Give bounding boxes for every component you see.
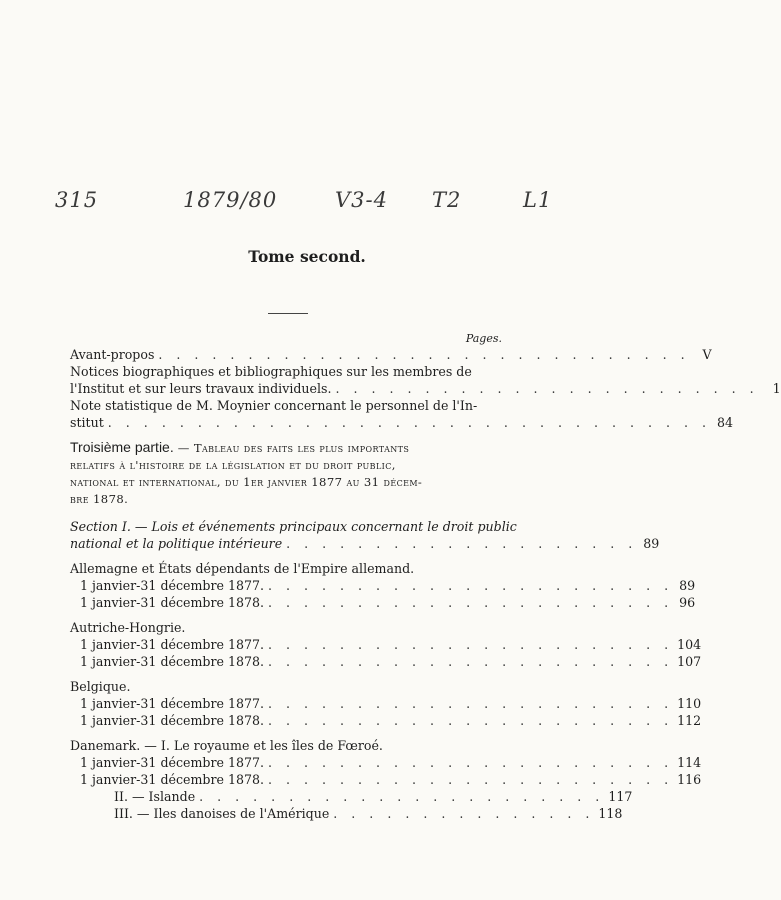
country-heading-belgique: Belgique. (70, 679, 131, 694)
toc-entry: 1 janvier-31 décembre 1877. . . . . . . . . . . . . . . . . . . . . . . . 104 (80, 637, 702, 652)
toc-entry: 1 janvier-31 décembre 1877. . . . . . . . . . . . . . . . . . . . . . . . 114 (80, 755, 702, 770)
handwritten-volumes: V3-4 (335, 188, 388, 212)
country-heading-danemark: Danemark. — I. Le royaume et les îles de Fœroé. (70, 738, 383, 753)
toc-entry-iles: III. — Iles danoises de l'Amérique . . . . . . . . . . . . . . . 118 (114, 806, 623, 821)
part-three-heading: Troisième partie. (70, 439, 174, 455)
handwritten-years: 1879/80 (183, 188, 278, 212)
toc-entry-islande: II. — Islande . . . . . . . . . . . . . . . . . . . . . . . 117 (114, 789, 633, 804)
handwritten-note: L1 (523, 188, 553, 212)
toc-section-one: national et la politique intérieure . . . . . . . . . . . . . . . . . . . . 89 (70, 536, 660, 551)
handwritten-tome: T2 (432, 188, 462, 212)
handwritten-shelfmark: 315 (55, 188, 99, 212)
toc-entry-note-stat: stitut . . . . . . . . . . . . . . . . . . . . . . . . . . . . . . . . . . 84 (70, 415, 734, 430)
pages-column-header: Pages. (465, 332, 502, 345)
page-title: Tome second. (248, 247, 366, 266)
toc-entry-note-stat-line1: Note statistique de M. Moynier concernant le personnel de l'In- (70, 398, 478, 413)
divider (268, 313, 308, 314)
country-heading-allemagne: Allemagne et États dépendants de l'Empire allemand. (70, 561, 415, 576)
toc-entry: 1 janvier-31 décembre 1878. . . . . . . . . . . . . . . . . . . . . . . . 107 (80, 654, 702, 669)
toc-entry-avant-propos: Avant-propos . . . . . . . . . . . . . . . . . . . . . . . . . . . . . . V (70, 347, 712, 362)
toc-entry-notices-line1: Notices biographiques et bibliographiques sur les membres de (70, 364, 472, 379)
toc-entry-notices: l'Institut et sur leurs travaux individuels. . . . . . . . . . . . . . . . . . . . . . . . . 1 (70, 381, 781, 396)
table-of-contents: Pages. Avant-propos . . . . . . . . . . . . . . . . . . . . . . . . . . . . . . V Notices biographiques et bibliographiques sur les membres de l'Institut et sur leurs travaux individuels. . . . . . . . . . . . . . . . . . . . . . . . . 1 Note statistique de M. Moynier concernant le personnel de l'In- stitut . . . . . . . . . . . . . . . . . . . . . . . . . . . . . . . . . . 84 Troisième partie. — Tableau des faits les plus importants relatifs à l'histoire de la législation et du droit public, national et international, du 1er janvier 1877 au 31 décem- bre 1878. Section I. — Lois et événements principaux concernant le droit public national et la politique intérieure . . . . . . . . . . . . . . . . . . . . 89 Allemagne et États dépendants de l'Empire allemand. 1 janvier-31 décembre 1877. . . . . . . . . . . . . . . . . . . . . . . . 89 1 janvier-31 décembre 1878. . . . . . . . . . . . . . . . . . . . . . . . 96 Autriche-Hongrie. 1 janvier-31 décembre 1877. . . . . . . . . . . . . . . . . . . . . . . . 104 1 janvier-31 décembre 1878. . . . . . . . . . . . . . . . . . . . . . . . 107 Belgique. 1 janvier-31 décembre 1877. . . . . . . . . . . . . . . . . . . . . . . . 110 1 janvier-31 décembre 1878. . . . . . . . . . . . . . . . . . . . . . . . 112 Danemark. — I. Le royaume et les îles de Fœroé. 1 janvier-31 décembre 1877. . . . . . . . . . . . . . . . . . . . . . . . 114 1 janvier-31 décembre 1878. . . . . . . . . . . . . . . . . . . . . . . . 116 II. — Islande . . . . . . . . . . . . . . . . . . . . . . . 117 III. — Iles danoises de l'Amérique . . . . . . . . . . . . . . . 118 (70, 332, 781, 821)
toc-entry: 1 janvier-31 décembre 1878. . . . . . . . . . . . . . . . . . . . . . . . 112 (80, 713, 702, 728)
toc-entry: 1 janvier-31 décembre 1877. . . . . . . . . . . . . . . . . . . . . . . . 89 (80, 578, 696, 593)
toc-entry: 1 janvier-31 décembre 1877. . . . . . . . . . . . . . . . . . . . . . . . 110 (80, 696, 702, 711)
country-heading-autriche: Autriche-Hongrie. (70, 620, 186, 635)
toc-part-three: Troisième partie. — Tableau des faits les plus importants (70, 439, 410, 455)
toc-section-one-line1: Section I. — Lois et événements principaux concernant le droit public (70, 519, 517, 534)
toc-entry: 1 janvier-31 décembre 1878. . . . . . . . . . . . . . . . . . . . . . . . 96 (80, 595, 696, 610)
toc-entry: 1 janvier-31 décembre 1878. . . . . . . . . . . . . . . . . . . . . . . . 116 (80, 772, 702, 787)
